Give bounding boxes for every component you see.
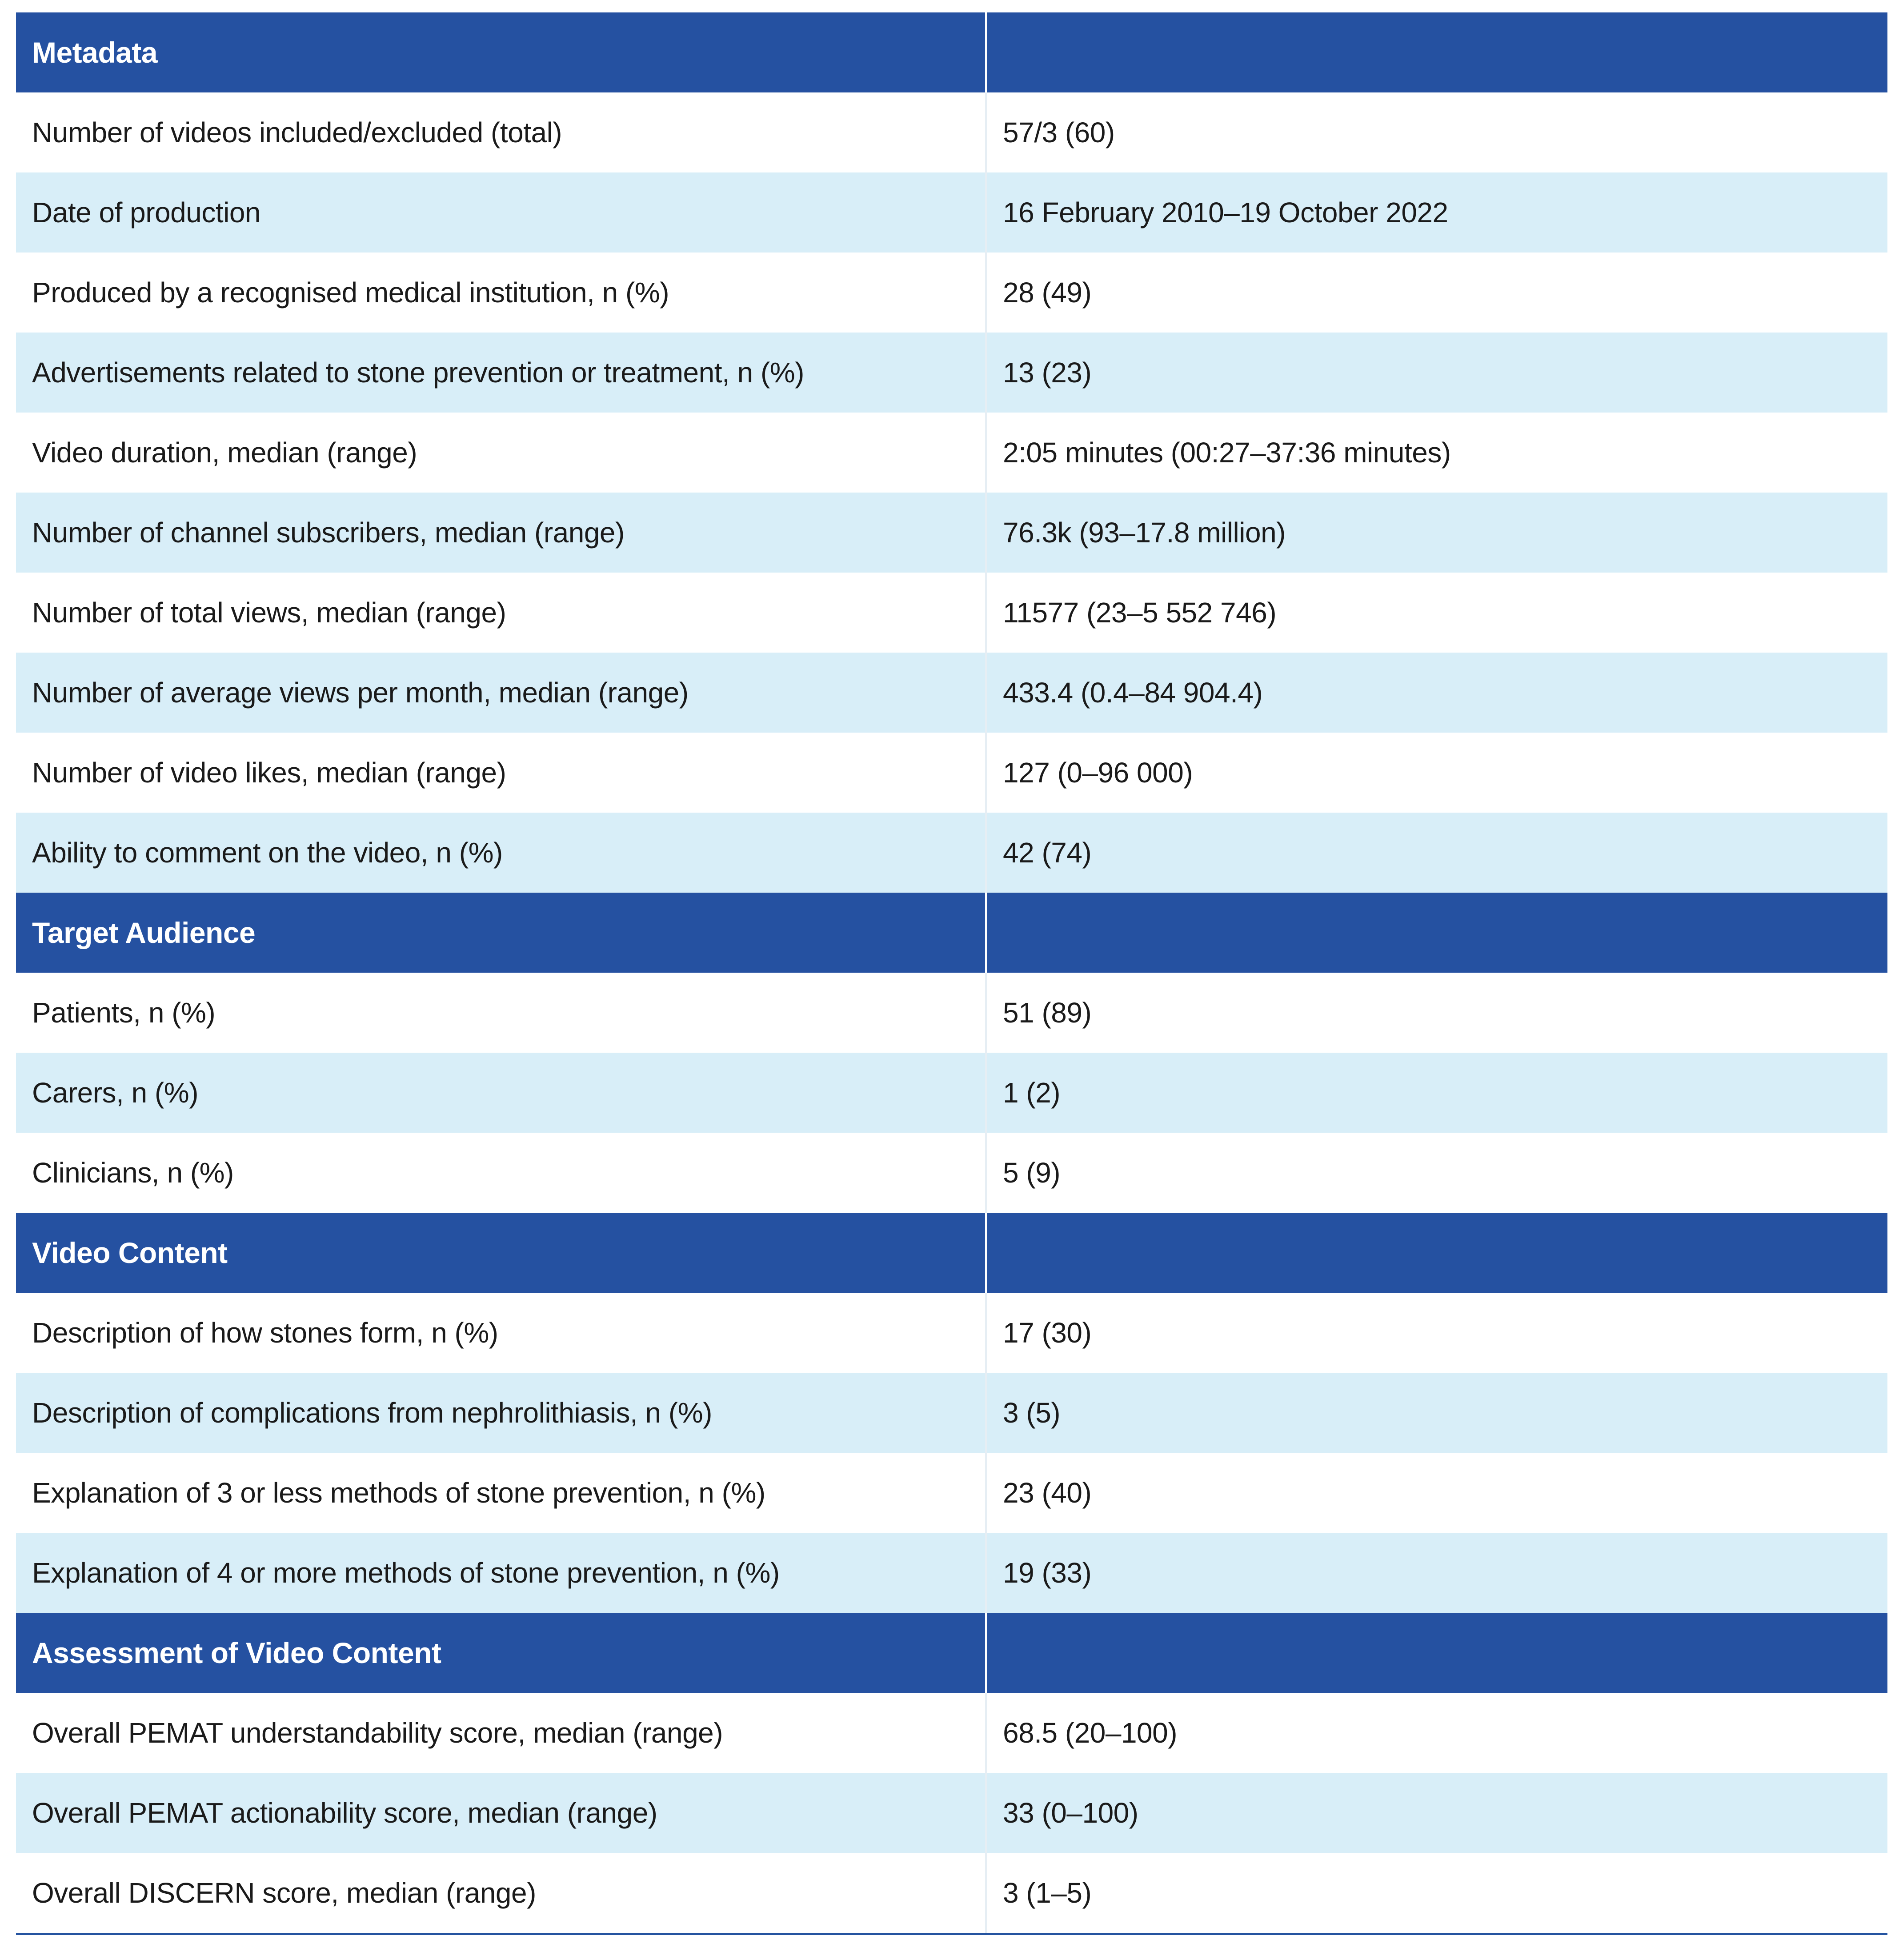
row-label: Explanation of 4 or more methods of stone prevention, n (%): [32, 1557, 780, 1589]
row-value: 42 (74): [985, 813, 1887, 893]
table-row: [16, 1133, 1887, 1213]
row-value: 51 (89): [985, 973, 1887, 1053]
row-value: 33 (0–100): [985, 1773, 1887, 1853]
row-value: 68.5 (20–100): [985, 1693, 1887, 1773]
row-value: 2:05 minutes (00:27–37:36 minutes): [985, 413, 1887, 493]
table-row: [16, 1293, 1887, 1373]
row-label: Overall DISCERN score, median (range): [32, 1877, 536, 1909]
row-value: 3 (5): [985, 1373, 1887, 1453]
table-row: [16, 1853, 1887, 1933]
row-label: Number of average views per month, median (range): [32, 677, 689, 709]
row-value: 23 (40): [985, 1453, 1887, 1533]
row-value: 76.3k (93–17.8 million): [985, 493, 1887, 573]
row-label: Number of channel subscribers, median (range): [32, 517, 625, 549]
row-label: Overall PEMAT understandability score, median (range): [32, 1717, 723, 1749]
row-label: Number of video likes, median (range): [32, 757, 506, 789]
section-header-metadata: [16, 12, 1887, 92]
table-row: [16, 813, 1887, 893]
section-title: Assessment of Video Content: [32, 1636, 441, 1669]
table-row: [16, 1453, 1887, 1533]
table-row: [16, 973, 1887, 1053]
row-value: 3 (1–5): [985, 1853, 1887, 1933]
row-label: Number of videos included/excluded (total): [32, 116, 562, 148]
row-label: Video duration, median (range): [32, 437, 417, 469]
row-label: Number of total views, median (range): [32, 597, 506, 629]
row-value: 16 February 2010–19 October 2022: [985, 172, 1887, 253]
row-label: Clinicians, n (%): [32, 1157, 234, 1189]
table-row: [16, 493, 1887, 573]
row-label: Patients, n (%): [32, 997, 216, 1029]
row-label: Description of how stones form, n (%): [32, 1317, 498, 1349]
row-value: 433.4 (0.4–84 904.4): [985, 653, 1887, 733]
row-label: Explanation of 3 or less methods of stone prevention, n (%): [32, 1477, 765, 1509]
table-row: [16, 573, 1887, 653]
table-row: [16, 92, 1887, 172]
row-value: 17 (30): [985, 1293, 1887, 1373]
table-row: [16, 333, 1887, 413]
row-value: 11577 (23–5 552 746): [985, 573, 1887, 653]
section-title: Metadata: [32, 36, 158, 69]
section-title: Target Audience: [32, 916, 256, 949]
row-label: Overall PEMAT actionability score, median (range): [32, 1797, 657, 1829]
section-title: Video Content: [32, 1236, 228, 1269]
row-label: Advertisements related to stone prevention or treatment, n (%): [32, 357, 804, 389]
row-label: Ability to comment on the video, n (%): [32, 837, 503, 869]
section-header-empty-cell: [985, 1613, 1887, 1693]
section-header-empty-cell: [985, 1213, 1887, 1293]
table-row: [16, 253, 1887, 333]
table-row: [16, 172, 1887, 253]
row-value: 57/3 (60): [985, 92, 1887, 172]
row-value: 28 (49): [985, 253, 1887, 333]
row-value: 127 (0–96 000): [985, 733, 1887, 813]
row-label: Date of production: [32, 196, 260, 228]
row-value: 1 (2): [985, 1053, 1887, 1133]
row-label: Produced by a recognised medical institution, n (%): [32, 277, 669, 309]
row-label: Carers, n (%): [32, 1077, 198, 1109]
table-row: [16, 1533, 1887, 1613]
section-header-target-audience: [16, 893, 1887, 973]
table-row: [16, 1373, 1887, 1453]
data-table: [16, 12, 1887, 1935]
row-value: 13 (23): [985, 333, 1887, 413]
table-row: [16, 733, 1887, 813]
section-header-empty-cell: [985, 893, 1887, 973]
table-row: [16, 413, 1887, 493]
section-header-video-content: [16, 1213, 1887, 1293]
table-row: [16, 1693, 1887, 1773]
table-row: [16, 653, 1887, 733]
row-label: Description of complications from nephrolithiasis, n (%): [32, 1397, 712, 1429]
section-header-empty-cell: [985, 12, 1887, 92]
table-row: [16, 1773, 1887, 1853]
section-header-assessment: [16, 1613, 1887, 1693]
row-value: 19 (33): [985, 1533, 1887, 1613]
table-row: [16, 1053, 1887, 1133]
row-value: 5 (9): [985, 1133, 1887, 1213]
